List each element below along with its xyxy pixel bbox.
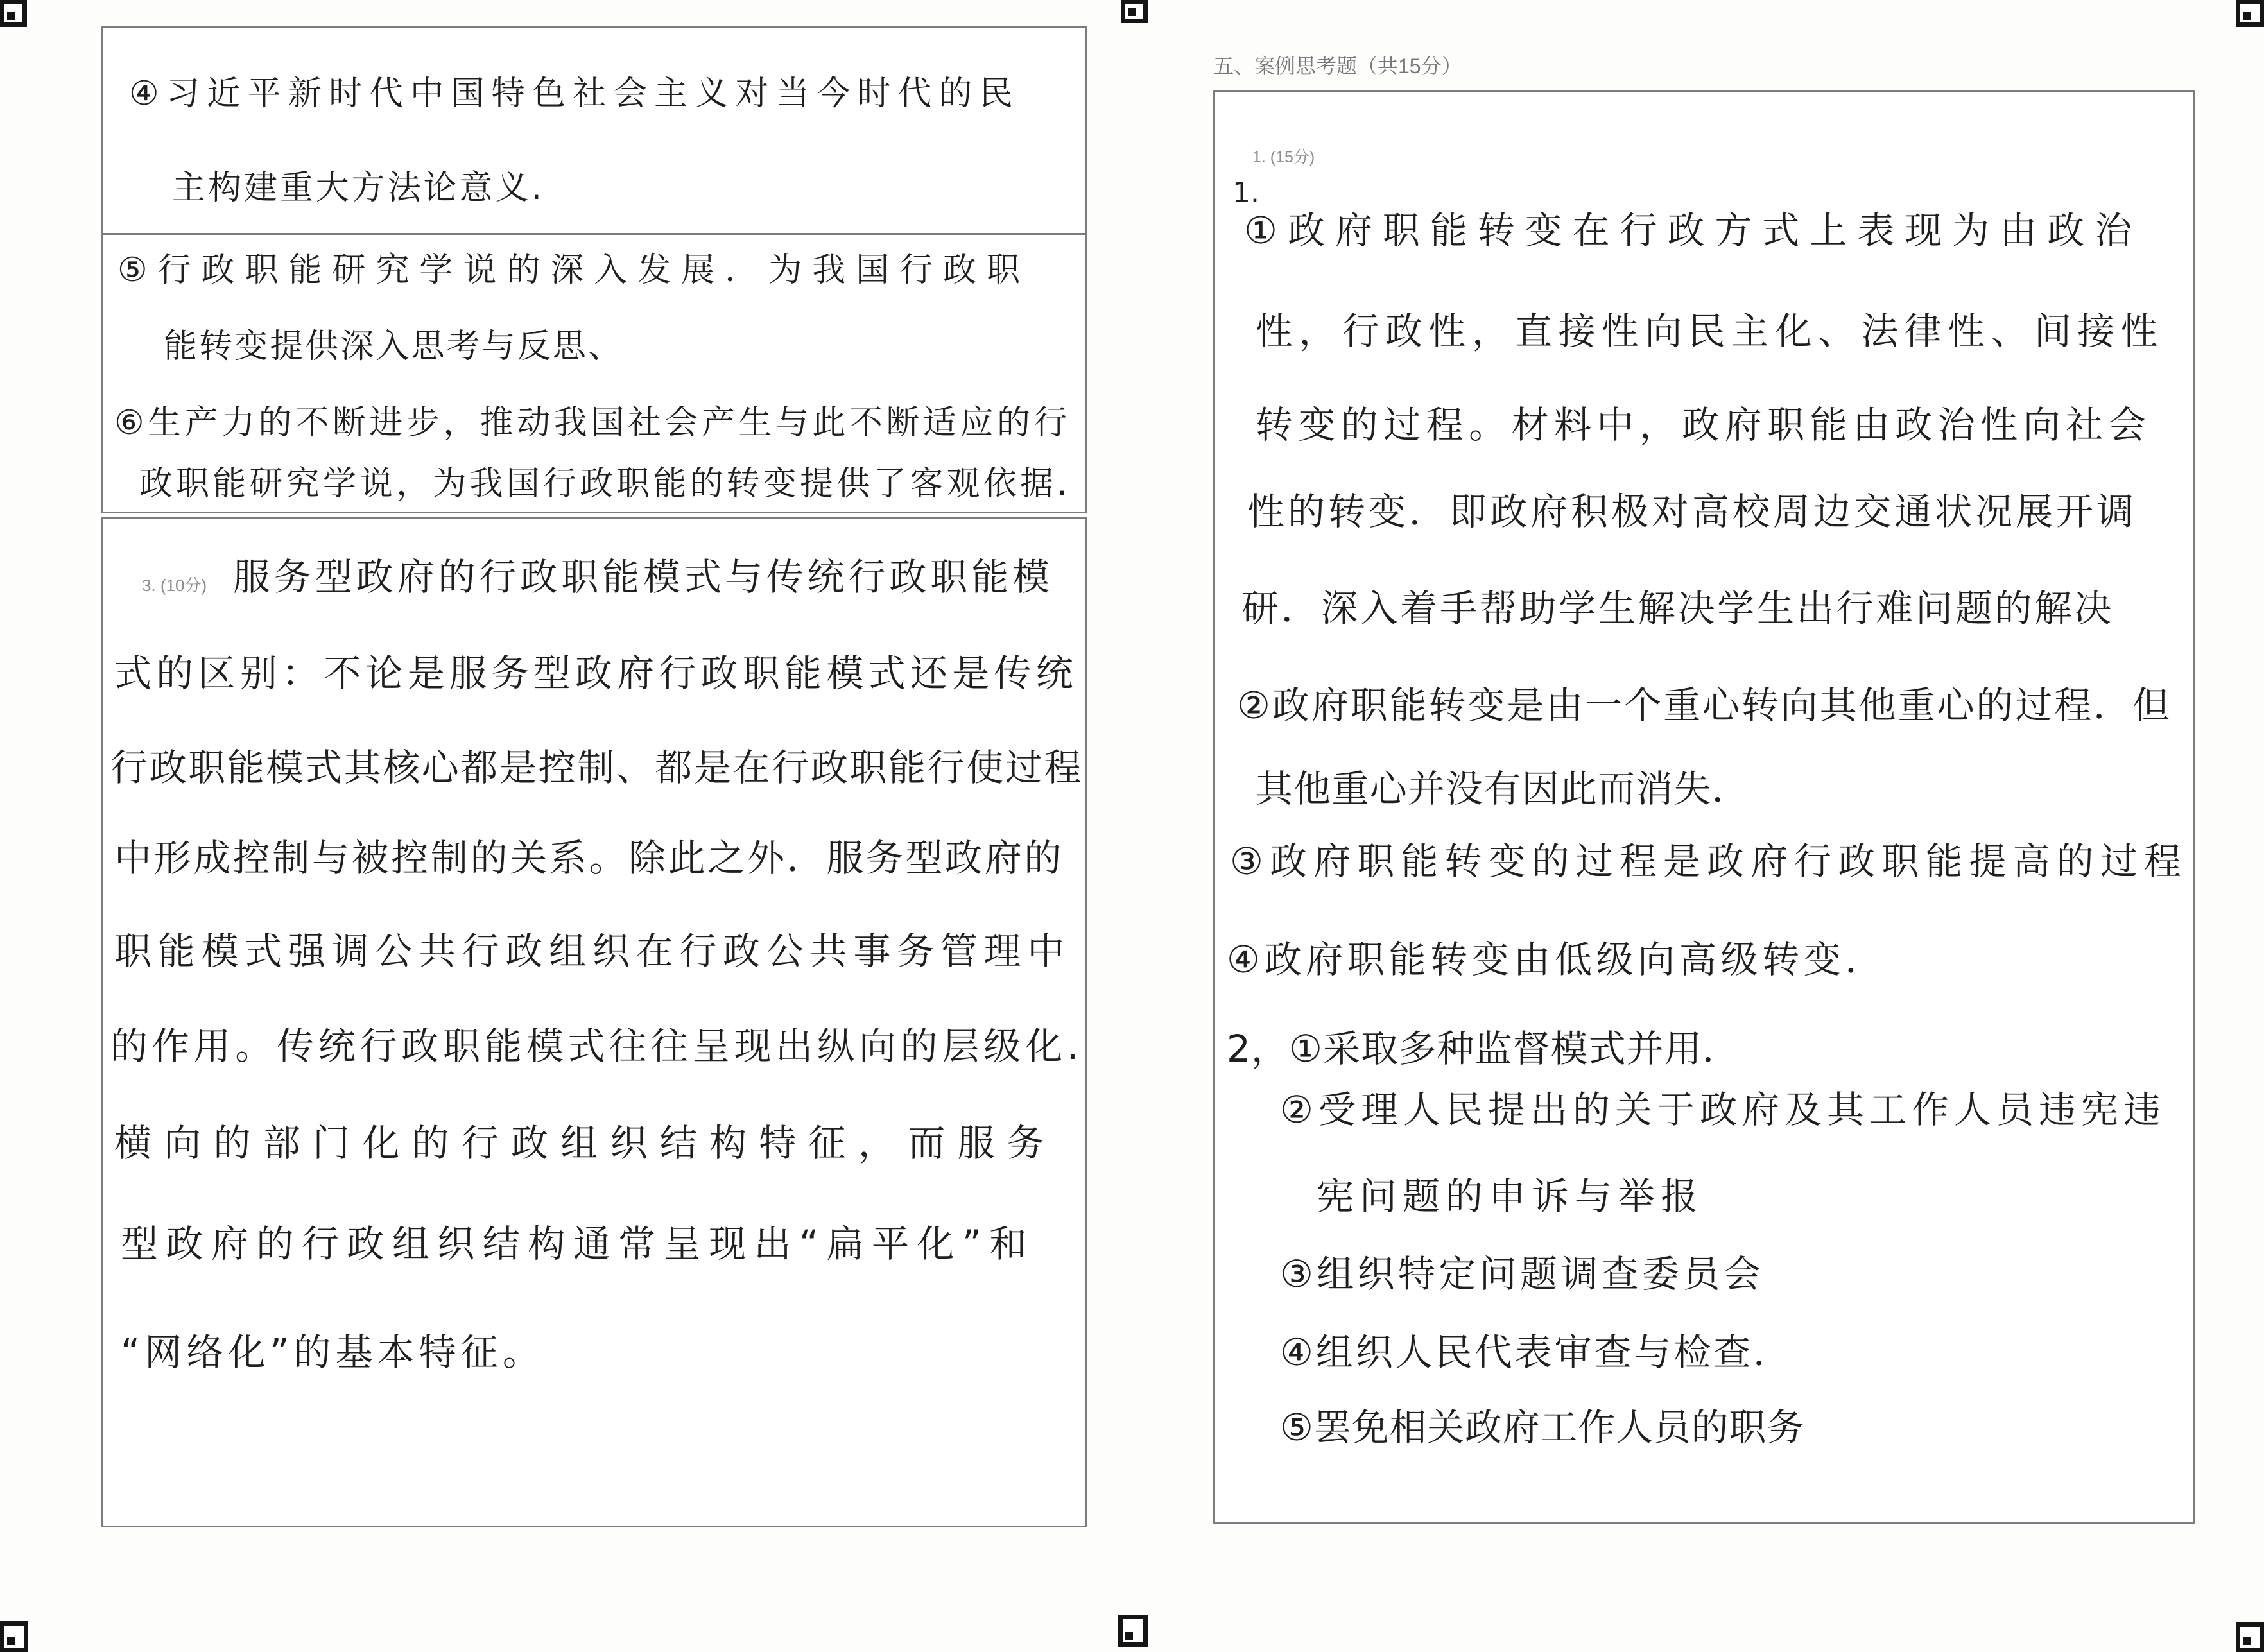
answer-line: 转变的过程。材料中，政府职能由政治性向社会 — [1256, 403, 2151, 447]
answer-line: 性的转变．即政府积极对高校周边交通状况展开调 — [1247, 490, 2137, 533]
answer-line: ③政府职能转变的过程是政府行政职能提高的过程 — [1230, 839, 2188, 883]
answer-line: 性，行政性，直接性向民主化、法律性、间接性 — [1256, 309, 2164, 353]
answer-line: ⑥生产力的不断进步，推动我国社会产生与此不断适应的行 — [114, 404, 1071, 442]
answer-line: 行政职能模式其核心都是控制、都是在行政职能行使过程 — [110, 746, 1083, 789]
registration-mark-bottom-left — [0, 1621, 28, 1652]
answer-line: ①政府职能转变在行政方式上表现为由政治 — [1244, 209, 2142, 252]
answer-line: 政职能研究学说，为我国行政职能的转变提供了客观依据. — [139, 465, 1071, 503]
answer-line: 其他重心并没有因此而消失． — [1256, 767, 1750, 811]
answer-line: ④组织人民代表审查与检查． — [1280, 1330, 1793, 1374]
answer-line: 职能模式强调公共行政组织在行政公共事务管理中 — [114, 929, 1071, 973]
answer-line: 式的区别：不论是服务型政府行政职能模式还是传统 — [114, 651, 1078, 695]
answer-box-question-3 — [101, 517, 1087, 1527]
answer-line: 研．深入着手帮助学生解决学生出行难问题的解决 — [1241, 587, 2114, 630]
answer-line: ④习近平新时代中国特色社会主义对当今时代的民 — [129, 74, 1020, 113]
answer-line: 型政府的行政组织结构通常呈现出“扁平化”和 — [121, 1222, 1035, 1266]
answer-box-prior — [101, 26, 1087, 513]
answer-line: 2，①采取多种监督模式并用． — [1227, 1027, 1740, 1071]
answer-line: 宪问题的申诉与举报 — [1317, 1174, 1704, 1218]
answer-line: 中形成控制与被控制的关系。除此之外．服务型政府的 — [114, 836, 1064, 880]
answer-line: 的作用。传统行政职能模式往往呈现出纵向的层级化. — [110, 1024, 1083, 1068]
registration-mark-bottom-center — [1118, 1615, 1148, 1647]
answer-line: 能转变提供深入思考与反思、 — [164, 327, 623, 366]
divider — [103, 233, 1085, 235]
registration-mark-top-left — [0, 0, 27, 27]
answer-line: ②政府职能转变是由一个重心转向其他重心的过程．但 — [1237, 684, 2172, 727]
answer-line: ③组织特定问题调查委员会 — [1280, 1252, 1764, 1296]
answer-line: ⑤罢免相关政府工作人员的职务 — [1280, 1406, 1804, 1449]
answer-line: “网络化”的基本特征。 — [121, 1330, 544, 1374]
answer-line: ⑤行政职能研究学说的深入发展．为我国行政职 — [117, 251, 1030, 289]
section-title: 五、案例思考题（共15分） — [1213, 55, 1462, 78]
answer-line: 1. — [1232, 176, 1259, 209]
question-label: 1. (15分) — [1252, 148, 1315, 166]
registration-mark-top-center — [1121, 0, 1148, 23]
answer-line: 服务型政府的行政职能模式与传统行政职能模 — [233, 555, 1053, 599]
answer-line: ②受理人民提出的关于政府及其工作人员违宪违 — [1280, 1088, 2166, 1131]
answer-line: 横向的部门化的行政组织结构特征，而服务 — [114, 1121, 1057, 1165]
registration-mark-bottom-right — [2236, 1622, 2264, 1652]
answer-box-question-1 — [1213, 90, 2195, 1524]
answer-line: 主构建重大方法论意义. — [172, 169, 544, 207]
answer-line: ④政府职能转变由低级向高级转变． — [1227, 938, 1887, 981]
registration-mark-top-right — [2236, 0, 2264, 27]
question-label: 3. (10分) — [142, 576, 207, 595]
